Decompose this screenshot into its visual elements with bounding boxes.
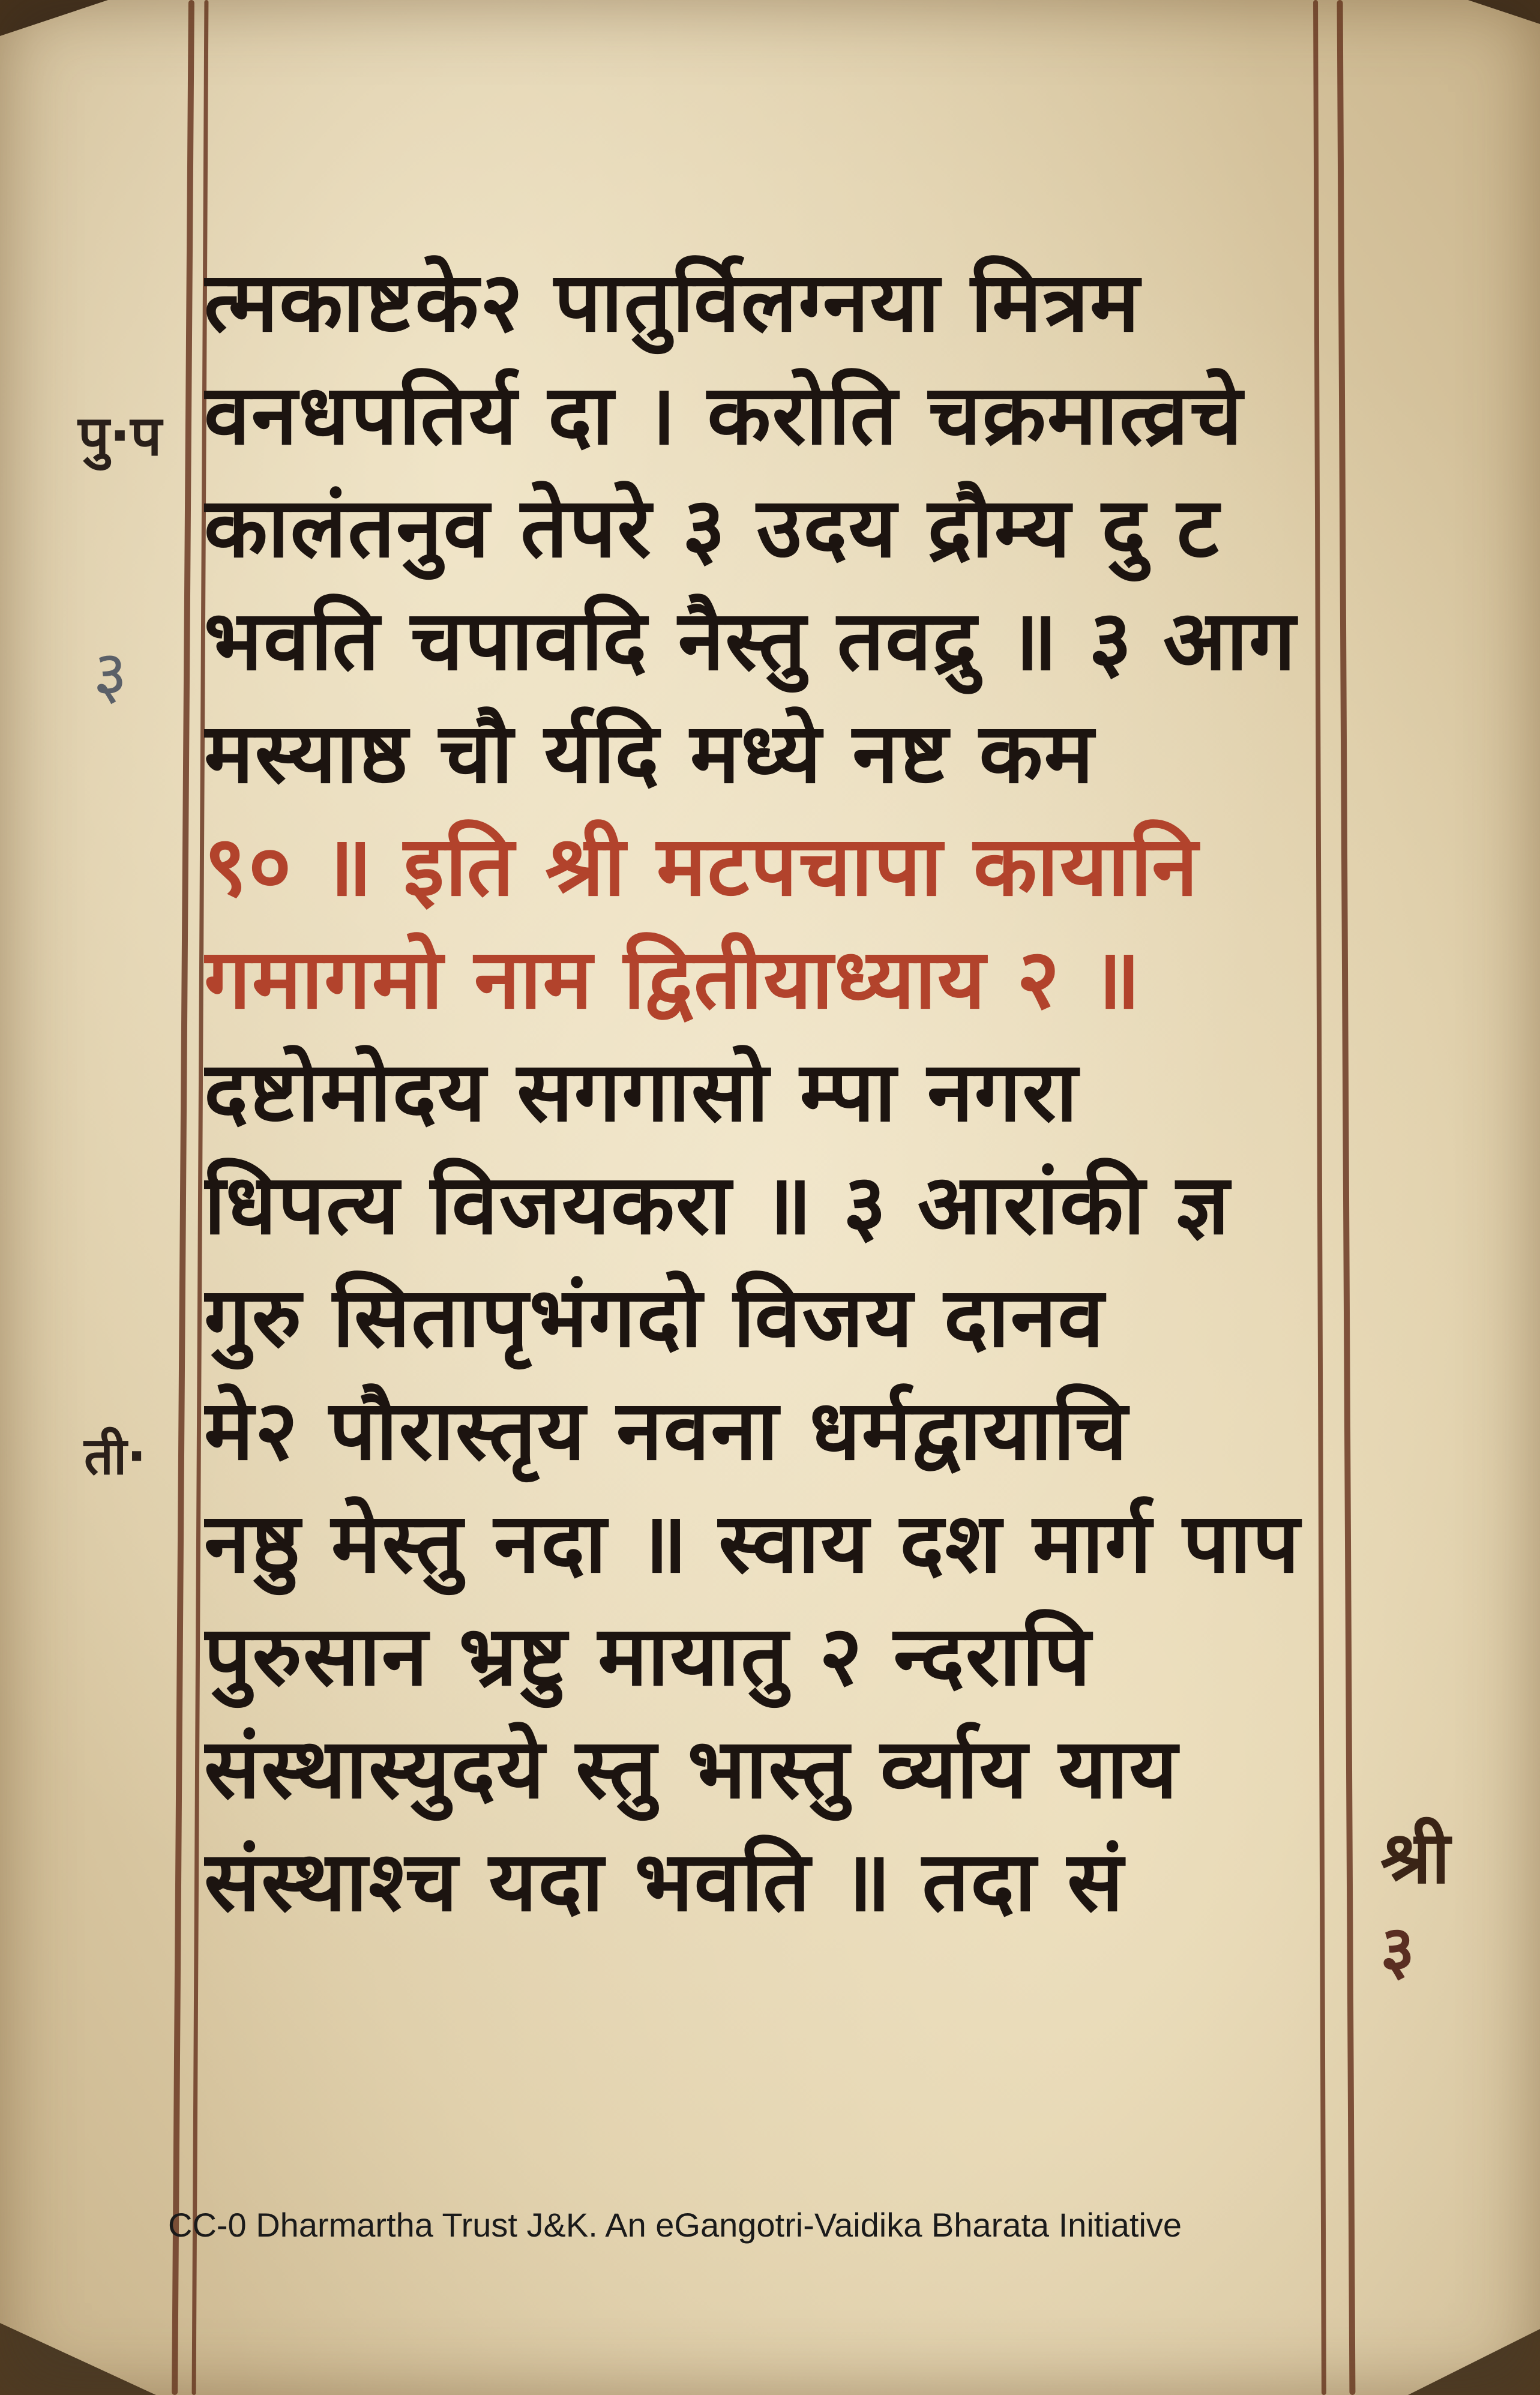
manuscript-line: दष्टोमोदय सगगासो म्पा नगरा (204, 1044, 1079, 1140)
manuscript-line: मस्याष्ठ चौ र्यदि मध्ये नष्ट कम (204, 705, 1095, 802)
margin-note-left-numeral: ३ (93, 636, 128, 713)
manuscript-line: संस्थास्युदये स्तु भास्तु र्व्याय याय (204, 1720, 1179, 1817)
page-corner-top-left (0, 0, 108, 36)
manuscript-line: वनधपतिर्य दा । करोति चक्रमात्व्रचे (204, 367, 1244, 463)
manuscript-line: त्मकाष्टके२ पातुर्विलग्नया मित्रम (204, 254, 1141, 350)
margin-note-right-numeral: ३ (1380, 1911, 1415, 1988)
manuscript-line-colophon: गमागमो नाम द्वितीयाध्याय २ ॥ (204, 931, 1142, 1027)
manuscript-line: पुरुसान भ्रष्टु मायातु २ न्दरापि (204, 1608, 1092, 1704)
manuscript-line: कालंतनुव तेपरे ३ उदय द्रौम्य दु ट (204, 479, 1220, 576)
margin-note-left-middle: ती· (84, 1426, 146, 1486)
manuscript-line-colophon: ९० ॥ इति श्री मटपचापा कायानि (204, 818, 1199, 915)
manuscript-line: धिपत्य विजयकरा ॥ ३ आरांकी ज्ञ (204, 1156, 1231, 1253)
page-corner-bottom-left (0, 2323, 156, 2395)
digitization-watermark: CC-0 Dharmartha Trust J&K. An eGangotri-Vaidika Bharata Initiative (168, 2206, 1182, 2244)
manuscript-line: संस्थाश्च यदा भवति ॥ तदा सं (204, 1833, 1125, 1930)
margin-note-left-top: पु·प (78, 404, 162, 468)
margin-rule-left-outer (172, 0, 194, 2395)
manuscript-line: नष्ठु मेस्तु नदा ॥ स्वाय दश मार्ग पाप (204, 1495, 1301, 1591)
manuscript-text-block (204, 246, 1344, 1938)
margin-note-right-shri: श्री (1380, 1817, 1451, 1900)
manuscript-line: भवति चपावदि नैस्तु तवद्रु ॥ ३ आग (204, 592, 1297, 689)
page-corner-bottom-right (1408, 2329, 1540, 2395)
manuscript-line: गुरु सितापृभंगदो विजय दानव (204, 1269, 1105, 1366)
manuscript-line: मे२ पौरास्तृय नवना धर्मद्वायाचि (204, 1382, 1129, 1479)
page-corner-top-right (1468, 0, 1540, 24)
